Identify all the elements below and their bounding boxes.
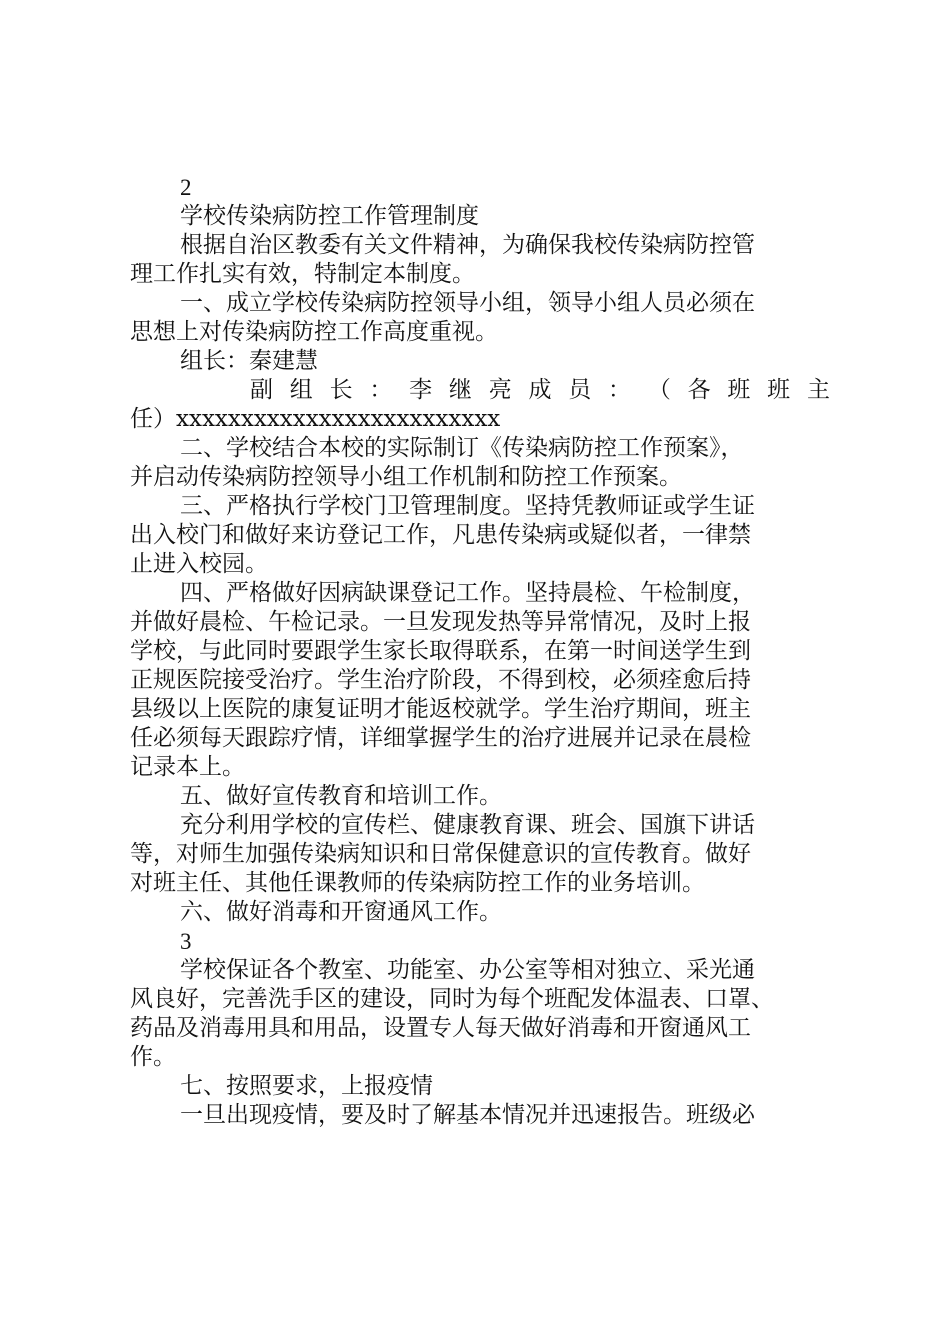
section-7-paragraph: 一旦出现疫情，要及时了解基本情况并迅速报告。班级必 [180,1102,755,1128]
page-number: 3 [180,929,192,954]
section-2-paragraph: 二、学校结合本校的实际制订《传染病防控工作预案》， 并启动传染病防控领导小组工作机制和防控工作预案。 [130,435,744,490]
document-page [130,173,830,1130]
section-1-paragraph: 一、成立学校传染病防控领导小组，领导小组人员必须在 思想上对传染病防控工作高度重视。 [130,290,755,345]
section-4-paragraph: 四、严格做好因病缺课登记工作。坚持晨检、午检制度， 并做好晨检、午检记录。一旦发现发热等异常情况，及时上报 学校，与此同时要跟学生家长取得联系，在第一时间送学生到 正规医院接受治疗。学生治疗阶段，不得到校，必须痊愈后持 县级以上医院的康复证明才能返校就学。学生治疗期间，班主 任必须每天跟踪疗情，详细掌握学生的治疗进展并记录在晨检 记录本上。 [130,580,755,780]
section-6-paragraph: 学校保证各个教室、功能室、办公室等相对独立、采光通 风良好，完善洗手区的建设，同时为每个班配发体温表、口罩、 药品及消毒用具和用品，设置专人每天做好消毒和开窗通风工 作。 [130,957,774,1070]
section-3-paragraph: 三、严格执行学校门卫管理制度。坚持凭教师证或学生证 出入校门和做好来访登记工作，凡患传染病或疑似者，一律禁 止进入校园。 [130,493,755,577]
members-line: 任）xxxxxxxxxxxxxxxxxxxxxxxxx [130,406,501,432]
deputy-leader-line: 副 组 长 ： 李 继 亮 成 员 ： （ 各 班 班 主 [250,377,830,403]
section-7-heading: 七、按照要求，上报疫情 [180,1073,433,1099]
page-number: 2 [180,175,192,200]
document-title: 学校传染病防控工作管理制度 [180,203,479,229]
intro-paragraph: 根据自治区教委有关文件精神，为确保我校传染病防控管 理工作扎实有效，特制定本制度。 [130,232,755,287]
section-5-paragraph: 充分利用学校的宣传栏、健康教育课、班会、国旗下讲话 等，对师生加强传染病知识和日常保健意识的宣传教育。做好 对班主任、其他任课教师的传染病防控工作的业务培训。 [130,812,755,896]
section-6-heading: 六、做好消毒和开窗通风工作。 [180,899,502,925]
group-leader-line: 组长：秦建慧 [180,348,318,374]
section-5-heading: 五、做好宣传教育和培训工作。 [180,783,502,809]
